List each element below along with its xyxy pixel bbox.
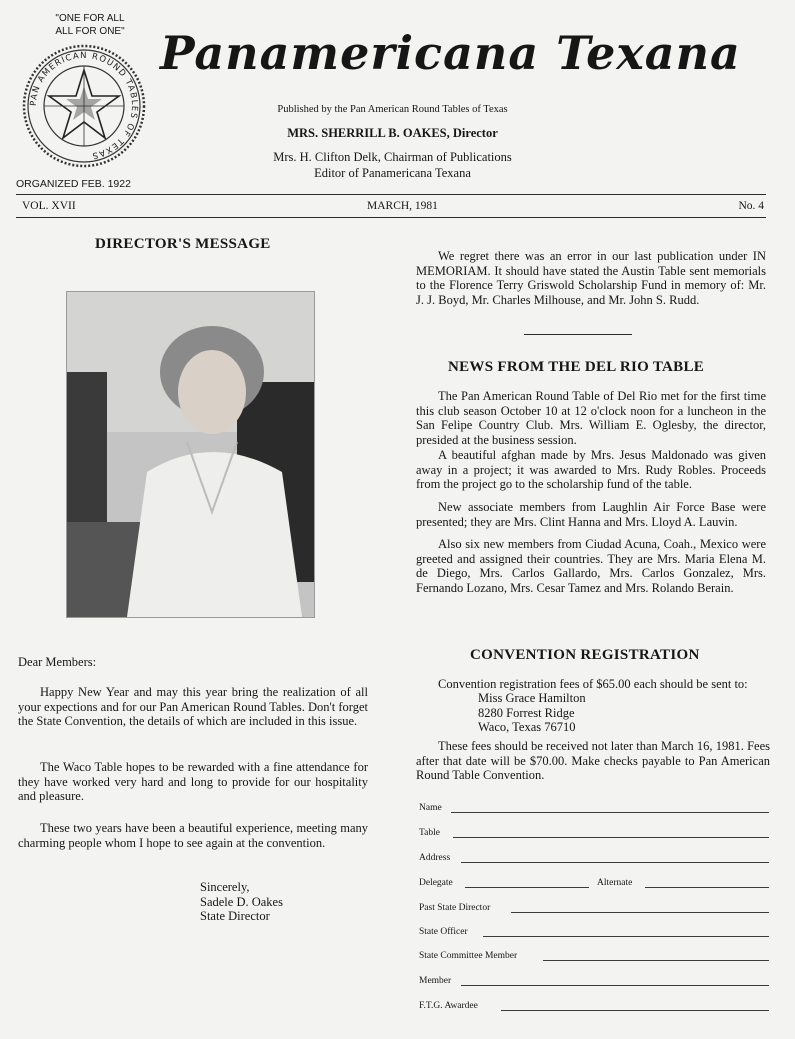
address-city: Waco, Texas 76710 <box>478 720 576 735</box>
form-row-delegate <box>419 874 769 890</box>
alternate-field[interactable] <box>645 887 769 888</box>
director-line: MRS. SHERRILL B. OAKES, Director <box>287 126 498 140</box>
form-row-state-officer <box>419 923 769 939</box>
chairman-line: Mrs. H. Clifton Delk, Chairman of Publications <box>273 150 512 164</box>
del-rio-paragraph-3: New associate members from Laughlin Air Force Base were presented; they are Mrs. Clint Hanna and Mrs. Lloyd A. Lauvin. <box>416 500 766 529</box>
form-row-member <box>419 972 769 988</box>
del-rio-paragraph-2: A beautiful afghan made by Mrs. Jesus Maldonado was given away in a project; it was awarded to Mrs. Rudy Robles. Proceeds from the project go to the scholarship fund of the table. <box>416 448 766 492</box>
del-rio-paragraph-4: Also six new members from Ciudad Acuna, Coah., Mexico were greeted and assigned their countries. They are Mrs. Maria Elena M. de Diego, Mrs. Carlos Gallardo, Mrs. Carlos Gonzalez, Mrs. Fernando Lozano, Mrs. Cesar Tamez and Mrs. Rolando Berain. <box>416 537 766 595</box>
round-table-seal-icon <box>20 42 148 170</box>
table-label: Table <box>419 828 440 838</box>
organized-date: ORGANIZED FEB. 1922 <box>16 178 131 190</box>
address-name: Miss Grace Hamilton <box>478 691 586 705</box>
form-row-ftg-awardee <box>419 997 769 1013</box>
newsletter-title: Panamericana Texana <box>160 26 741 80</box>
name-label: Name <box>419 803 442 813</box>
issue-row <box>22 200 764 216</box>
section-divider <box>524 334 632 335</box>
motto-line-2: ALL FOR ONE" <box>55 26 125 37</box>
bottom-rule <box>16 217 766 218</box>
del-rio-heading: NEWS FROM THE DEL RIO TABLE <box>448 359 705 375</box>
form-row-name <box>419 799 769 815</box>
form-row-past-state-director <box>419 899 769 915</box>
mailing-address <box>478 691 586 735</box>
published-by: Published by the Pan American Round Tables of Texas <box>277 104 508 115</box>
signer-name: Sadele D. Oakes <box>200 894 283 909</box>
member-label: Member <box>419 976 452 986</box>
delegate-field[interactable] <box>465 887 589 888</box>
state-committee-member-label: State Committee Member <box>419 951 518 961</box>
closing: Sincerely, <box>200 880 250 894</box>
state-officer-label: State Officer <box>419 927 468 937</box>
issue-number: No. 4 <box>738 200 764 212</box>
signer-title: State Director <box>200 909 270 924</box>
motto <box>35 12 145 38</box>
fees-text: Convention registration fees of $65.00 each should be sent to: <box>438 677 748 691</box>
volume-number: VOL. XVII <box>22 200 76 212</box>
address-label: Address <box>419 853 451 863</box>
state-officer-field[interactable] <box>483 936 769 937</box>
message-paragraph-3: These two years have been a beautiful experience, meeting many charming people whom I hope to see again at the convention. <box>18 821 368 850</box>
seal-text: PAN AMERICAN ROUND TABLES OF TEXAS <box>28 50 140 161</box>
form-row-state-committee-member <box>419 947 769 963</box>
state-committee-member-field[interactable] <box>543 960 769 961</box>
ftg-awardee-label: F.T.G. Awardee <box>419 1001 478 1011</box>
correction-notice: We regret there was an error in our last publication under IN MEMORIAM. It should have stated the Austin Table sent memorials to the Florence Terry Griswold Scholarship Fund in memory of: Mr. J. J. Boyd, Mr. Charles Milhouse, and Mr. John S. Rudd. <box>416 249 766 307</box>
motto-line-1: "ONE FOR ALL <box>55 13 125 24</box>
message-paragraph-2: The Waco Table hopes to be rewarded with a fine attendance for they have worked very hard and long to provide for our hospitality and pleasure. <box>18 760 368 804</box>
ftg-awardee-field[interactable] <box>501 1010 769 1011</box>
form-row-table <box>419 824 769 840</box>
signature-block <box>200 880 380 924</box>
alternate-label: Alternate <box>597 878 633 888</box>
name-field[interactable] <box>451 812 769 813</box>
table-field[interactable] <box>453 837 769 838</box>
portrait-photo-icon <box>67 292 314 617</box>
convention-heading: CONVENTION REGISTRATION <box>470 647 700 663</box>
address-field[interactable] <box>461 862 769 863</box>
past-state-director-field[interactable] <box>511 912 769 913</box>
delegate-label: Delegate <box>419 878 453 888</box>
issue-date: MARCH, 1981 <box>367 200 438 212</box>
directors-message-heading: DIRECTOR'S MESSAGE <box>95 236 271 252</box>
form-row-address <box>419 849 769 865</box>
message-paragraph-1: Happy New Year and may this year bring the realization of all your expections and for our Pan American Round Tables. Don't forget the State Convention, the details of which are included in this issue. <box>18 685 368 729</box>
salutation: Dear Members: <box>18 655 97 669</box>
editor-line: Editor of Panamericana Texana <box>314 166 471 180</box>
deadline-text: These fees should be received not later than March 16, 1981. Fees after that date will be $70.00. Make checks payable to Pan American Round Table Convention. <box>416 739 770 783</box>
past-state-director-label: Past State Director <box>419 903 491 913</box>
del-rio-paragraph-1: The Pan American Round Table of Del Rio met for the first time this club season October 10 at 12 o'clock noon for a luncheon in the San Felipe Country Club. Mrs. William E. Oglesby, the director, presided at the business session. <box>416 389 766 447</box>
top-rule <box>16 194 766 195</box>
director-portrait <box>66 291 315 618</box>
address-street: 8280 Forrest Ridge <box>478 705 575 720</box>
member-field[interactable] <box>461 985 769 986</box>
